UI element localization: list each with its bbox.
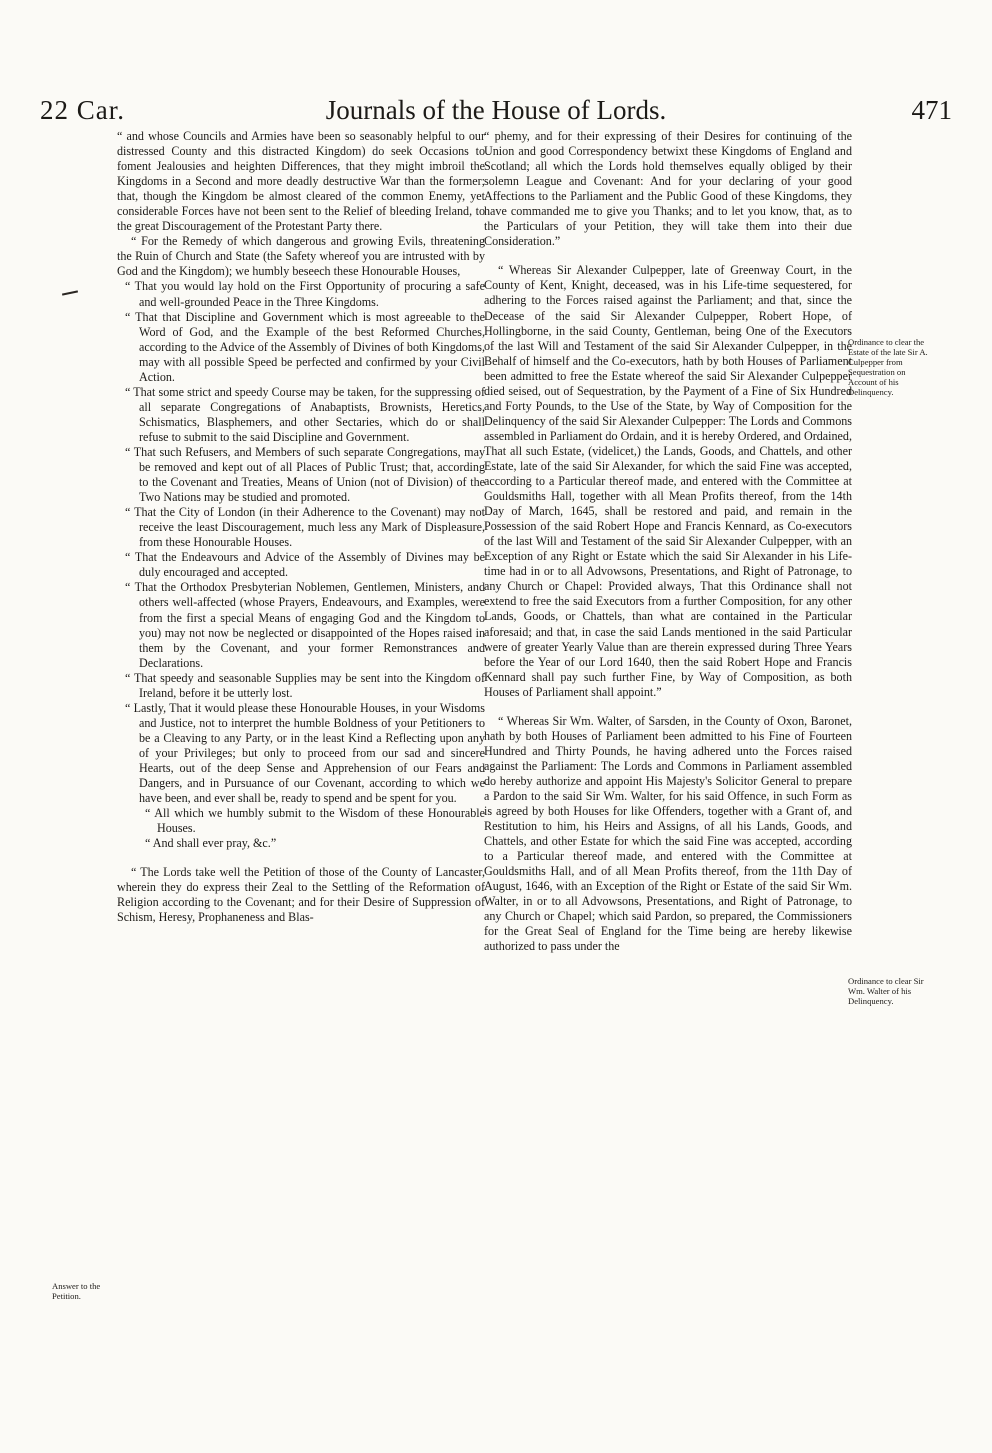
spacer <box>117 851 485 865</box>
petition-item: “ Lastly, That it would please these Honourable Houses, in your Wisdoms and Justice, not to interpret the humble Boldness of your Petitioners to be a Cleaving to any Party, or in the least Kind a Reflecting upon any of your Privileges; but only to proceed from our sad and sincere Hearts, out of the deep Sense and Apprehension of our Fears and Dangers, and in Pursuance of our Covenant, according to which we have been, and ever shall be, ready to spend and be spent for you. <box>125 700 485 806</box>
petition-item: “ That the Endeavours and Advice of the Assembly of Divines may be duly encouraged and accepted. <box>125 550 485 580</box>
closing-line: “ All which we humbly submit to the Wisdom of these Honourable Houses. <box>145 806 485 836</box>
paragraph: “ phemy, and for their expressing of their Desires for continuing of the Union and good Correspondency betwixt these Kingdoms of England and Scotland; all which the Lords hold themselves equally obliged by their solemn League and Covenant: And for your declaring of your good Affections to the Parliament and the Public Good of these Kingdoms, they have commanded me to give you Thanks; and to let you know, that, as to the Particulars of your Petition, they will take them into their due Consideration.” <box>484 129 852 249</box>
paragraph: “ For the Remedy of which dangerous and growing Evils, threatening the Ruin of Church and State (the Safety whereof you are intrusted with by God and the Kingdom); we humbly beseech these Honourable Houses, <box>117 234 485 279</box>
closing-line: “ And shall ever pray, &c.” <box>145 836 277 851</box>
right-column <box>484 129 852 954</box>
petition-item: “ That the City of London (in their Adherence to the Covenant) may not receive the least Discouragement, much less any Mark of Displeasure, from these Honourable Houses. <box>125 505 485 550</box>
petition-item: “ That that Discipline and Government which is most agreeable to the Word of God, and the Example of the best Reformed Churches, according to the Advice of the Assembly of Divines of both Kingdoms, may with all possible Speed be perfected and confirmed by your Civil Action. <box>125 309 485 384</box>
page-title: Journals of the House of Lords. <box>325 95 667 125</box>
petition-item: “ That speedy and seasonable Supplies may be sent into the Kingdom of Ireland, before it be utterly lost. <box>125 670 485 700</box>
spacer <box>484 700 852 714</box>
margin-note-answer: Answer to the Petition. <box>52 1281 101 1301</box>
paragraph: “ and whose Councils and Armies have been so seasonably helpful to our distressed County and this distracted Kingdom) do seek Occasions to foment Jealousies and heighten Differences, that they might imbroil the Kingdoms in a Second and more deadly destructive War than the former; that, though the Kingdom be almost cleared of the common Enemy, yet considerable Forces have not been sent to the Relief of bleeding Ireland, to the great Discouragement of the Protestant Party there. <box>117 129 485 234</box>
left-column <box>117 129 485 925</box>
petition-item: “ That such Refusers, and Members of such separate Congregations, may be removed and kept out of all Places of Public Trust; that, according to the Covenant and Treaties, Means of Union (not of Division) of the Two Nations may be studied and promoted. <box>125 444 485 505</box>
page-number: 471 <box>911 95 952 125</box>
margin-note-walter: Ordinance to clear Sir Wm. Walter of his Delinquency. <box>848 976 924 1006</box>
regnal-year: 22 Car. <box>40 95 125 125</box>
petition-item: “ That some strict and speedy Course may be taken, for the suppressing of all separate Congregations of Anabaptists, Brownists, Heretics, Schismatics, Blasphemers, and other Sectaries, which do or shall refuse to submit to the said Discipline and Government. <box>125 384 485 444</box>
ink-mark <box>62 290 78 295</box>
answer-paragraph: “ The Lords take well the Petition of those of the County of Lancaster, wherein they do express their Zeal to the Settling of the Reformation of Religion according to the Covenant; and for their Desire of Suppression of Schism, Heresy, Prophaneness and Blas- <box>117 865 485 925</box>
petition-item: “ That you would lay hold on the First Opportunity of procuring a safe and well-grounded Peace in the Three Kingdoms. <box>125 279 485 309</box>
walter-ordinance: “ Whereas Sir Wm. Walter, of Sarsden, in the County of Oxon, Baronet, hath by both Houses of Parliament been admitted to his Fine of Fourteen Hundred and Thirty Pounds, he having adhered unto the Forces raised against the Parliament: The Lords and Commons in Parliament assembled do hereby authorize and appoint His Majesty's Solicitor General to prepare a Pardon to the said Sir Wm. Walter, for his said Offence, in such Form as is agreed by both Houses for like Offenders, together with a Grant of, and Restitution to him, his Heirs and Assigns, of all his Lands, Goods, and Chattels, and other Estate for which the said Fine was accepted, according to a Particular thereof made, and entered with the Committee at Gouldsmiths Hall, and of all Mean Profits thereof, from the 11th Day of August, 1646, with an Exception of the Right or Estate of the said Sir Wm. Walter, in or to all Advowsons, Presentations, and Right of Patronage, to any Church or Chapel; which said Pardon, so prepared, the Commissioners for the Great Seal of England for the Time being are hereby likewise authorized to pass under the <box>484 713 852 954</box>
culpepper-ordinance: “ Whereas Sir Alexander Culpepper, late of Greenway Court, in the County of Kent, Knight, deceased, was in his Life-time sequestered, for adhering to the Forces raised against the Parliament; and that, since the Decease of the said Sir Alexander Culpepper, Robert Hope, of Hollingborne, in the said County, Gentleman, being One of the Executors of the last Will and Testament of the said Sir Alexander Culpepper, in the Behalf of himself and the Co-executors, hath by both Houses of Parliament been admitted to free the Estate whereof the said Sir Alexander Culpepper died seised, out of Sequestration, by the Payment of a Fine of Six Hundred and Forty Pounds, to the Use of the State, by Way of Composition for the Delinquency of the said Sir Alexander Culpepper: The Lords and Commons assembled in Parliament do Ordain, and it is hereby Ordered, and Ordained, That all such Estate, (videlicet,) the Lands, Goods, and Chattels, and other Estate, late of the said Sir Alexander, for which the said Fine was accepted, according to a Particular thereof made, and entered with the Committee at Gouldsmiths Hall, together with all Mean Profits thereof, from the 14th Day of March, 1645, shall be restored and paid, and remain in the Possession of the said Robert Hope and Francis Kennard, as Co-executors of the last Will and Testament of the said Sir Alexander Culpepper, with an Exception of any Right or Estate which the said Sir Alexander in his Life-time had in or to all Advowsons, Presentations, and Right of Patronage, to any Church or Chapel: Provided always, That this Ordinance shall not extend to free the said Executors from a further Composition, for any other Lands, Goods, or Chattels, than what are contained in the Particular aforesaid; and that, in case the said Lands mentioned in the said Particular were of greater Yearly Value than are therein expressed during Three Years before the Year of our Lord 1640, then the said Robert Hope and Francis Kennard shall pay such further Fine, by Way of Composition, as both Houses of Parliament shall appoint.” <box>484 263 852 699</box>
margin-note-culpepper: Ordinance to clear the Estate of the late Sir A. Culpepper from Sequestration on Account of his Delinquency. <box>848 337 928 397</box>
petition-item: “ That the Orthodox Presbyterian Noblemen, Gentlemen, Ministers, and others well-affected (whose Prayers, Endeavours, and Examples, were from the first a special Means of engaging God and the Kingdom to you) may not now be neglected or disappointed of the Hopes raised in them by the Covenant, and your former Remonstrances and Declarations. <box>125 580 485 670</box>
running-head <box>40 92 952 128</box>
spacer <box>484 249 852 263</box>
